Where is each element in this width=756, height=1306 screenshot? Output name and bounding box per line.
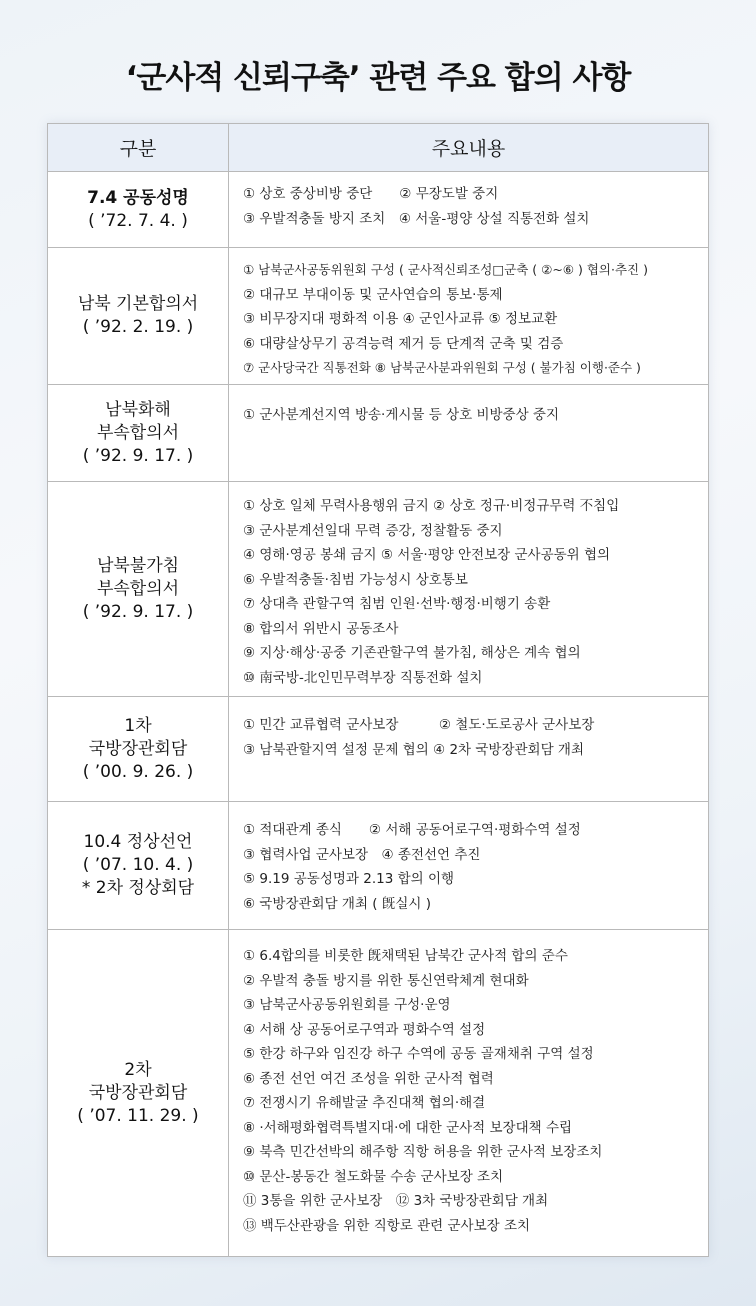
list-item: ⑦ 군사당국간 직통전화 ⑧ 남북군사분과위원회 구성 ( 불가침 이행·준수 ) [243,360,641,375]
list-item: ③ 남북관할지역 설정 문제 협의 ④ 2차 국방장관회담 개최 [243,741,584,758]
list-item: ⑨ 북측 민간선박의 해주항 직항 허용을 위한 군사적 보장조치 [243,1144,603,1160]
category-line: ( ’92. 9. 17. ) [82,445,194,466]
category-cell [48,697,229,802]
list-item: ① 상호 일체 무력사용행위 금지 ② 상호 정규·비정규무력 不침입 [243,498,620,514]
content-cell [229,802,709,930]
list-item: ⑬ 백두산관광을 위한 직항로 관련 군사보장 조치 [243,1217,531,1234]
category-cell [48,248,229,385]
page-title: ‘군사적 신뢰구축’ 관련 주요 합의 사항 [125,60,631,96]
list-item: ⑥ 우발적충돌·침범 가능성시 상호통보 [243,571,468,588]
category-line: 7.4 공동성명 [87,187,189,208]
list-item: ③ 남북군사공동위원회를 구성·운영 [243,997,451,1013]
list-item: ③ 군사분계선일대 무력 증강, 정찰활동 중지 [243,522,503,539]
table-row [48,697,709,802]
list-item: ⑥ 대량살상무기 공격능력 제거 등 단계적 군축 및 검증 [243,335,564,352]
list-item: ④ 서해 상 공동어로구역과 평화수역 설정 [243,1021,486,1038]
list-item: ⑨ 지상·해상·공중 기존관할구역 불가침, 해상은 계속 협의 [243,645,581,661]
list-item: ② 대규모 부대이동 및 군사연습의 통보·통제 [243,286,503,303]
category-line: ( ’07. 10. 4. ) [82,855,194,875]
category-line: 남북화해 [105,399,171,420]
agreements-table [47,123,709,1257]
table-row [48,172,709,248]
list-item: ⑦ 전쟁시기 유해발굴 추진대책 협의·해결 [243,1095,486,1111]
list-item: ⑧ 합의서 위반시 공동조사 [243,620,399,637]
content-cell [229,248,709,385]
category-line: 남북불가침 [96,555,180,576]
table-row [48,482,709,697]
list-item: ① 적대관계 종식 ② 서해 공동어로구역·평화수역 설정 [243,822,581,838]
list-item: ④ 영해·영공 봉쇄 금지 ⑤ 서울·평양 안전보장 군사공동위 협의 [243,547,611,563]
list-item: ⑦ 상대측 관할구역 침범 인원·선박·행정·비행기 송환 [243,596,551,612]
category-line: 국방장관회담 [88,1082,188,1103]
list-item: ⑤ 9.19 공동성명과 2.13 합의 이행 [243,871,455,887]
category-cell [48,930,229,1257]
list-item: ⑥ 국방장관회담 개최 ( 旣실시 ) [243,895,432,912]
list-item: ⑩ 문산-봉동간 철도화물 수송 군사보장 조치 [243,1168,504,1185]
list-item: ② 우발적 충돌 방지를 위한 통신연락체계 현대화 [243,972,529,989]
category-cell [48,172,229,248]
content-cell [229,930,709,1257]
category-cell [48,385,229,482]
content-cell [229,172,709,248]
category-line: * 2차 정상회담 [81,878,195,898]
content-cell [229,482,709,697]
category-line: 부속합의서 [96,422,180,443]
category-line: 부속합의서 [96,578,180,599]
list-item: ③ 우발적충돌 방지 조치 ④ 서울-평양 상설 직통전화 설치 [243,210,590,227]
content-cell [229,697,709,802]
category-line: 2차 [124,1059,152,1080]
table-header-row [48,124,709,172]
category-cell [48,482,229,697]
table-row [48,930,709,1257]
column-header-content: 주요내용 [229,124,709,172]
category-line: ( ’92. 9. 17. ) [82,601,194,622]
column-header-category: 구분 [48,124,229,172]
list-item: ⑪ 3통을 위한 군사보장 ⑫ 3차 국방장관회담 개최 [243,1193,549,1209]
list-item: ① 상호 중상비방 중단 ② 무장도발 중지 [243,186,499,202]
list-item: ③ 비무장지대 평화적 이용 ④ 군인사교류 ⑤ 정보교환 [243,311,558,327]
category-line: 1차 [124,715,152,736]
list-item: ⑩ 南국방-北인민무력부장 직통전화 설치 [243,669,483,686]
category-cell [48,802,229,930]
table-row [48,248,709,385]
category-line: 국방장관회담 [88,738,188,759]
table-row [48,802,709,930]
list-item: ③ 협력사업 군사보장 ④ 종전선언 추진 [243,846,481,863]
list-item: ⑤ 한강 하구와 임진강 하구 수역에 공동 골재채취 구역 설정 [243,1046,594,1062]
category-line: ( ’00. 9. 26. ) [82,761,194,782]
list-item: ① 군사분계선지역 방송·게시물 등 상호 비방중상 중지 [243,407,560,423]
category-line: 남북 기본합의서 [77,294,199,314]
list-item: ⑥ 종전 선언 여건 조성을 위한 군사적 협력 [243,1070,494,1087]
category-line: ( ’72. 7. 4. ) [88,210,188,231]
list-item: ⑧ ·서해평화협력특별지대·에 대한 군사적 보장대책 수립 [243,1119,573,1136]
category-line: ( ’92. 2. 19. ) [82,317,194,337]
content-cell [229,385,709,482]
table-row [48,385,709,482]
list-item: ① 민간 교류협력 군사보장 ② 철도·도로공사 군사보장 [243,717,595,733]
category-line: 10.4 정상선언 [83,832,193,852]
list-item: ① 남북군사공동위원회 구성 ( 군사적신뢰조성□군축 ( ②~⑥ ) 협의·추진 ) [243,262,648,277]
category-line: ( ’07. 11. 29. ) [77,1105,199,1126]
list-item: ① 6.4합의를 비롯한 旣채택된 남북간 군사적 합의 준수 [243,948,568,964]
